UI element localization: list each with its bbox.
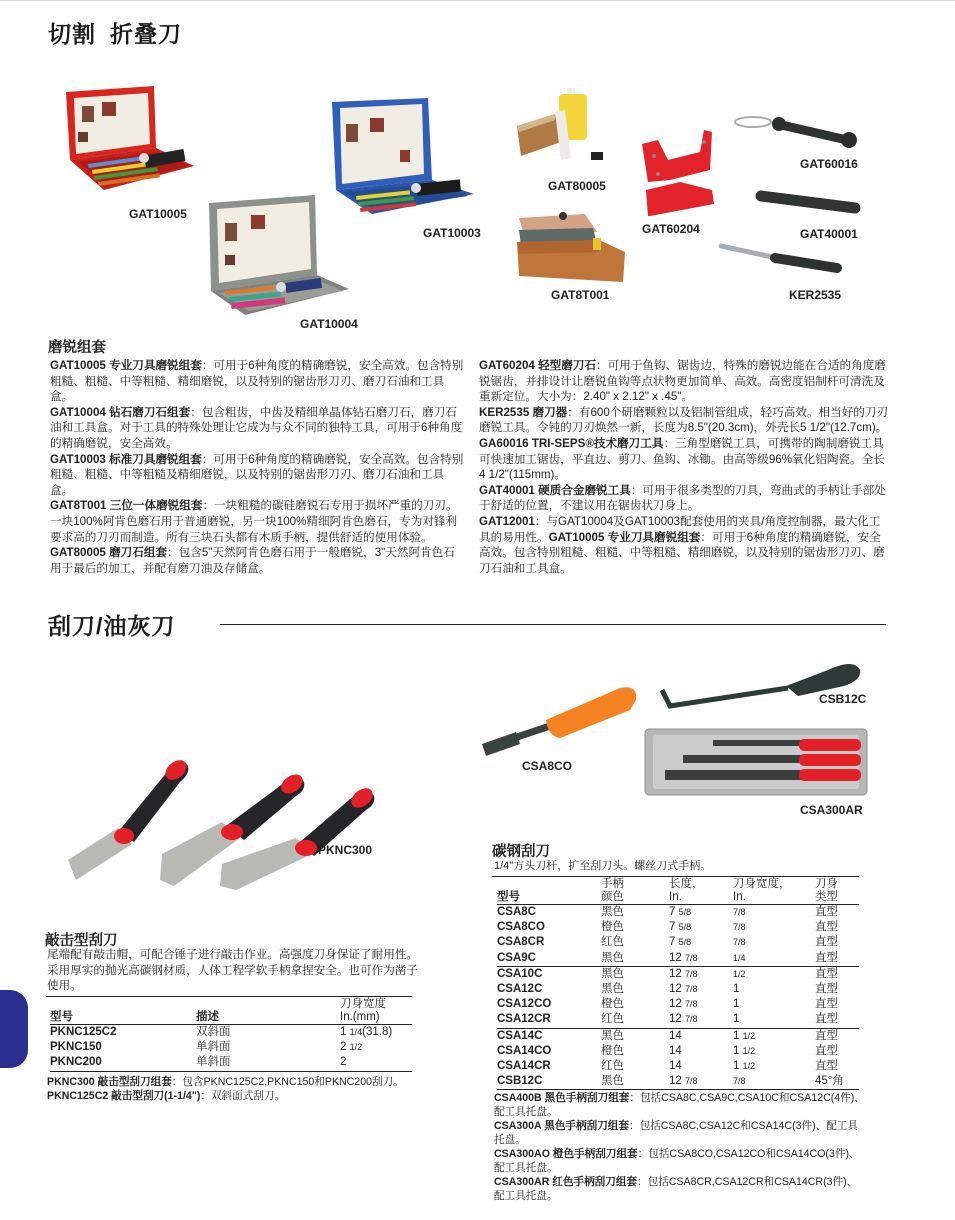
cell-width <box>733 1044 815 1059</box>
red-sharpening-case-image <box>64 86 196 210</box>
value-main: 1 <box>733 1013 740 1026</box>
cell-length <box>669 1028 733 1044</box>
table-row <box>497 997 859 1012</box>
value-main: 1 <box>733 998 740 1011</box>
caption-gat80005: GAT80005 <box>548 179 606 193</box>
cell-width <box>733 935 815 950</box>
entry-text: ：有600个研磨颗粒以及铝制管组成，轻巧高效。相当好的刀刃磨锐工具。令钝的刀刃焕然一新，长度为8.5"(20.3cm)，外壳长5 1/2"(12.7cm)。 <box>479 405 889 435</box>
carbon-scraper-table <box>497 878 859 1090</box>
entry-gat80005 <box>50 545 466 576</box>
cell-width <box>733 920 815 935</box>
caption-csa8co: CSA8CO <box>522 759 573 773</box>
cell-model: CSA14CO <box>497 1044 552 1057</box>
cell-type: 直型 <box>815 906 838 918</box>
value-main: 12 <box>669 998 682 1011</box>
caption-gat40001: GAT40001 <box>800 227 858 241</box>
table-row <box>497 1074 859 1090</box>
hammer-scraper-description: 尾端配有敲击帽，可配合锤子进行敲击作业。高强度刀身保证了耐用性。采用厚实的抛光高碳钢材质，人体工程学软手柄拿捏安全。也可作为凿子使用。 <box>47 948 419 993</box>
header-line: In. <box>669 891 682 903</box>
product-image-gat10003 <box>330 98 476 230</box>
entry-gat60204 <box>479 358 889 405</box>
value-main: 12 <box>669 983 682 996</box>
entry-gat40001 <box>479 483 889 514</box>
cell-length <box>669 920 733 935</box>
cell-color: 黑色 <box>601 1029 624 1042</box>
cell-model: PKNC200 <box>50 1056 102 1069</box>
note-text: ：包括CSA8C,CSA12C和CSA14C(3件)、配工具托盘。 <box>494 1120 858 1146</box>
cell-model: CSA8CO <box>497 921 545 934</box>
header-line: 刀身宽度 <box>340 998 386 1010</box>
cell-length <box>669 1059 733 1074</box>
note-text: ：双斜面式刮刀。 <box>200 1090 286 1102</box>
note-csa300a <box>494 1119 866 1147</box>
header-line: 长度， <box>669 878 704 890</box>
header-line: In.(mm) <box>340 1011 380 1023</box>
table-header-row <box>50 998 412 1025</box>
value-main: 7 <box>669 936 676 949</box>
note-text: ：包括CSA8CO,CSA12CO和CSA14CO(3件)、配工具托盘。 <box>494 1148 860 1174</box>
cell-color: 黑色 <box>601 906 624 918</box>
cell-desc: 双斜面 <box>196 1026 231 1038</box>
product-image-gat60204 <box>640 130 714 218</box>
cell-type: 直型 <box>815 1013 838 1026</box>
header-line: 类型 <box>815 891 838 903</box>
cell-length <box>669 935 733 950</box>
value-frac: 7/8 <box>685 1014 698 1025</box>
cell-color: 黑色 <box>601 951 624 964</box>
value-frac: 7/8 <box>685 984 698 995</box>
cell-length <box>669 1044 733 1059</box>
entry-ker2535 <box>479 405 889 436</box>
table-header-row <box>497 878 859 905</box>
note-model: CSA300AR 红色手柄刮刀组套 <box>494 1176 638 1188</box>
cell-model: CSA14C <box>497 1029 543 1042</box>
cell-type: 直型 <box>815 983 838 996</box>
value-main: 12 <box>669 951 682 964</box>
entry-model: GAT8T001 三位一体磨锐组套 <box>50 499 203 513</box>
cell-model: CSA12CR <box>497 1013 551 1026</box>
entry-gat10004 <box>50 405 466 452</box>
cell-type: 45°角 <box>815 1075 844 1088</box>
carbide-sharpener-image <box>755 188 863 216</box>
header-line: In. <box>733 891 746 903</box>
value-frac: 1/4 <box>349 1027 363 1037</box>
value-frac: 5/8 <box>678 907 692 917</box>
note-model: CSA300AO 橙色手柄刮刀组套 <box>494 1148 638 1160</box>
cell-type: 直型 <box>815 967 838 980</box>
chapter-side-tab <box>0 990 28 1068</box>
cell-color: 橙色 <box>601 1044 624 1057</box>
cell-type: 直型 <box>815 951 838 964</box>
table-row <box>50 1055 412 1071</box>
entry-text: ：可用于6种角度的精确磨锐，安全高效。包含特别粗糙、粗糙、中等粗糙、精细磨锐，以及特别的锯齿形刀刃、磨刀石油和工具盒。 <box>50 359 464 404</box>
sharpening-left-column <box>50 358 466 576</box>
entry-model: GAT10005 专业刀具磨锐组套 <box>50 359 202 372</box>
cell-color: 红色 <box>601 936 624 949</box>
heading-hammer-scraper: 敲击型刮刀 <box>45 933 118 949</box>
cell-type: 直型 <box>815 1060 838 1073</box>
product-image-csa8co <box>480 680 640 760</box>
table-row <box>497 1059 859 1074</box>
product-image-gat40001 <box>755 188 863 216</box>
caption-ker2535: KER2535 <box>789 288 842 302</box>
heading-sharpening-kits: 磨锐组套 <box>48 340 106 356</box>
table-row <box>497 1044 859 1059</box>
cell-color: 红色 <box>601 1013 624 1026</box>
cell-width <box>340 1055 412 1071</box>
entry-text: ：三角型磨锐工具，可携带的陶制磨锐工具可快速加工锯齿，平直边、剪刀、鱼钩、冰锄。由高等级96%氧化铝陶瓷。全长4 1/2"(115mm)。 <box>479 436 885 482</box>
value-frac: 1/2 <box>349 1042 363 1053</box>
value-frac: 7/8 <box>733 922 746 933</box>
cell-width <box>733 966 815 982</box>
cell-length <box>669 966 733 982</box>
entry-model: KER2535 磨刀器 <box>479 405 568 419</box>
cell-type: 直型 <box>815 1029 838 1042</box>
header-line: 颜色 <box>601 891 624 903</box>
value-mm: (31.8) <box>362 1026 393 1038</box>
caption-gat10004: GAT10004 <box>300 317 358 331</box>
entry-gat10005 <box>50 358 466 405</box>
value-main: 14 <box>669 1044 682 1057</box>
cell-model: CSA10C <box>497 967 543 980</box>
col-header-blade-type <box>815 878 859 905</box>
cell-color: 红色 <box>601 1060 624 1073</box>
cell-type: 直型 <box>815 998 838 1011</box>
value-frac: 1/2 <box>733 968 746 979</box>
cell-width <box>733 1074 815 1090</box>
product-image-pknc300 <box>60 740 390 890</box>
caption-gat8t001: GAT8T001 <box>551 288 610 302</box>
note-csa400b <box>494 1091 866 1119</box>
entry-gat12001 <box>479 514 889 576</box>
entry-text: ：包含5"天然阿肯色磨石用于一般磨锐，3"天然阿肯色石用于最后的加工，并配有磨刀油及存储盒。 <box>50 546 455 575</box>
cell-type: 直型 <box>815 936 838 949</box>
cell-width <box>340 1025 412 1041</box>
product-image-gat10005 <box>64 86 196 210</box>
value-frac: 1/2 <box>742 1061 756 1072</box>
entry-text: ：包含粗齿，中齿及精细单晶体钻石磨刀石，磨刀石油和工具盒。对于工具的特殊处理让它成为与众不同的独特工具，可用于6种角度的精确磨锐，安全高效。 <box>50 405 463 450</box>
caption-gat60204: GAT60204 <box>642 222 700 236</box>
value-main: 12 <box>669 1075 682 1088</box>
product-image-gat8t001 <box>515 212 625 284</box>
value-frac: 5/8 <box>678 922 692 933</box>
section-title-cutting <box>48 16 182 49</box>
table-top-rule <box>492 876 859 877</box>
table-row <box>497 951 859 967</box>
caption-gat10005: GAT10005 <box>129 207 187 221</box>
value-frac: 7/8 <box>733 907 746 917</box>
entry-model: GAT10005 专业刀具磨锐组套 <box>548 530 701 544</box>
cell-length <box>669 951 733 967</box>
cell-model: PKNC150 <box>50 1041 102 1054</box>
section-title-rule <box>220 624 886 625</box>
value-frac: 7/8 <box>685 968 698 979</box>
value-frac: 7/8 <box>685 999 698 1010</box>
entry-ga60016 <box>479 436 889 483</box>
cell-length <box>669 905 733 921</box>
table-row <box>497 920 859 935</box>
entry-model: GA60016 TRI-SEPS®技术磨刀工具 <box>479 436 664 450</box>
table-row <box>497 982 859 997</box>
table-row <box>50 1040 412 1055</box>
product-image-csb12c <box>658 656 867 716</box>
cell-model: CSA12C <box>497 983 543 996</box>
cell-length <box>669 997 733 1012</box>
entry-text: ：可用于很多类型的刀具，弯曲式的手柄让手部处于舒适的位置，不建议用在锯齿状刀身上。 <box>479 483 886 513</box>
cell-model: CSA8C <box>497 906 536 918</box>
entry-model: GAT10003 标准刀具磨锐组套 <box>50 452 202 466</box>
note-model: CSA400B 黑色手柄刮刀组套 <box>494 1092 630 1104</box>
cell-width <box>733 905 815 921</box>
header-line: 手柄 <box>601 878 624 890</box>
cell-desc: 单斜面 <box>196 1041 231 1054</box>
table-row <box>497 1028 859 1044</box>
header-line: 刀身宽度， <box>733 878 791 890</box>
cell-model: CSA14CR <box>497 1060 551 1073</box>
cell-width <box>733 1012 815 1028</box>
section-title-scrapers: 刮刀/油灰刀 <box>48 613 176 639</box>
cell-width <box>733 997 815 1012</box>
note-pknc125c2 <box>47 1089 419 1103</box>
value-main: 2 <box>340 1041 347 1054</box>
value-main: 1 <box>340 1026 347 1038</box>
cell-model: CSB12C <box>497 1075 543 1088</box>
arkansas-stone-set-image <box>515 88 605 168</box>
col-header-desc: 描述 <box>196 1011 219 1023</box>
angled-scraper-image <box>658 656 867 716</box>
note-csa300ar <box>494 1175 866 1203</box>
note-text: ：包含PKNC125C2,PKNC150和PKNC200刮刀。 <box>171 1076 404 1088</box>
value-frac: 7/8 <box>733 937 746 948</box>
sharpening-right-column <box>479 358 889 576</box>
note-text: ：包括CSA8CR,CSA12CR和CSA14CR(3件)、配工具托盘。 <box>494 1176 858 1202</box>
cell-model: CSA12CO <box>497 998 552 1011</box>
cell-color: 黑色 <box>601 967 624 980</box>
value-frac: 1/2 <box>742 1030 756 1041</box>
entry-model: GAT80005 磨刀石组套 <box>50 546 168 560</box>
header-line: 刀身 <box>815 878 838 890</box>
table-row <box>497 1012 859 1028</box>
carbon-scraper-table-body <box>497 905 859 1090</box>
table-row <box>497 966 859 982</box>
cell-model: CSA8CR <box>497 936 545 949</box>
red-handle-scraper-tray-image <box>643 727 869 799</box>
knife-sharpener-rod-image <box>717 240 865 276</box>
cell-width <box>340 1040 412 1055</box>
note-model: PKNC300 敲击型刮刀组套 <box>47 1076 172 1088</box>
note-pknc300 <box>47 1075 419 1089</box>
entry-text: ：可用于6种角度的精确磨锐，安全高效。包含特别粗糙、粗糙、中等粗糙及精细磨锐，以及特别的锯齿形刀刃、磨刀石油和工具盒。 <box>50 452 464 497</box>
hammer-scraper-table <box>50 998 412 1072</box>
entry-text: ：与GAT10004及GAT10003配套使用的夹具/角度控制器，最大化工具的易用性。 <box>479 514 881 544</box>
value-main: 1 <box>733 983 740 996</box>
entry-model: GAT60204 轻型磨刀石 <box>479 359 597 372</box>
entry-model: GAT10004 钻石磨刀石组套 <box>50 405 191 419</box>
entry-gat8t001 <box>50 498 466 545</box>
cell-color: 橙色 <box>601 998 624 1011</box>
cell-color: 黑色 <box>601 1075 624 1088</box>
value-main: 12 <box>669 1013 682 1026</box>
table-row <box>497 935 859 950</box>
page-top-rule <box>0 0 955 1</box>
value-frac: 7/8 <box>733 1076 746 1087</box>
cell-type: 直型 <box>815 921 838 934</box>
col-header-model: 型号 <box>497 891 520 903</box>
value-frac: 1/4 <box>733 952 746 963</box>
cell-length <box>669 1074 733 1090</box>
carbon-scraper-notes <box>494 1091 866 1203</box>
col-header-blade-width <box>340 998 412 1025</box>
caption-csa300ar: CSA300AR <box>800 803 863 817</box>
col-header-model: 型号 <box>50 1011 73 1023</box>
value-main: 12 <box>669 967 682 980</box>
entry-text: ：可用于6种角度的精确磨锐，安全高效。包含特别粗糙、粗糙、中等粗糙、精细磨锐，以及特别的锯齿形刀刃、磨刀石油和工具盒。 <box>479 530 885 575</box>
cell-length <box>669 982 733 997</box>
note-csa300ao <box>494 1147 866 1175</box>
cell-width <box>733 982 815 997</box>
cell-length <box>669 1012 733 1028</box>
cell-width <box>733 951 815 967</box>
table-row <box>50 1025 412 1041</box>
cell-desc: 单斜面 <box>196 1056 231 1069</box>
cell-color: 橙色 <box>601 921 624 934</box>
note-text: ：包括CSA8C,CSA9C,CSA10C和CSA12C(4件)、配工具托盘。 <box>494 1092 865 1118</box>
entry-gat10003 <box>50 452 466 499</box>
col-header-blade-width <box>733 878 815 905</box>
cell-model: PKNC125C2 <box>50 1026 117 1038</box>
caption-pknc300: PKNC300 <box>318 843 373 857</box>
col-header-length <box>669 878 733 905</box>
value-main: 1 <box>733 1060 740 1073</box>
hammer-scraper-set-image <box>60 740 390 890</box>
heading-carbon-scraper: 碳钢刮刀 <box>492 844 550 860</box>
caption-csb12c: CSB12C <box>819 692 867 706</box>
cell-model: CSA9C <box>497 951 536 964</box>
tri-hone-sharpener-image <box>515 212 625 284</box>
entry-model: GAT12001 <box>479 514 535 528</box>
value-main: 7 <box>669 921 676 934</box>
value-main: 1 <box>733 1029 740 1042</box>
carbon-scraper-description: 1/4"方头刀杆，扩至刮刀头。螺丝刀式手柄。 <box>494 860 712 872</box>
note-model: CSA300A 黑色手柄刮刀组套 <box>494 1120 629 1132</box>
value-main: 2 <box>340 1056 347 1069</box>
title-part-cutting: 切割 <box>48 21 96 47</box>
value-main: 1 <box>733 1044 740 1057</box>
product-image-csa300ar <box>643 727 869 799</box>
table-top-rule <box>46 996 412 997</box>
entry-text: ：一块粗糙的碳硅磨锐石专用于损坏严重的刀刃。一块100%阿肯色磨石用于普通磨锐，另一块100%精细阿肯色磨石，专为对锋利要求高的刀刃而制造。所有三块石头都有木质手柄，提供舒适的使用体验。 <box>50 499 458 544</box>
value-main: 7 <box>669 906 676 918</box>
triangle-ceramic-sharpener-image <box>733 114 863 150</box>
product-image-gat60016 <box>733 114 863 150</box>
value-frac: 7/8 <box>685 952 698 963</box>
cell-type: 直型 <box>815 1044 838 1057</box>
value-main: 14 <box>669 1029 682 1042</box>
caption-gat10003: GAT10003 <box>423 226 481 240</box>
entry-text: ：可用于鱼钩、锯齿边，特殊的磨锐边能在合适的角度磨锐锯齿，并排设计让磨锐鱼钩等点状物更加简单、高效。高密度铝制杆可清洗及重新定位。大小为：2.40" x 2.12" x .45"。 <box>479 359 886 404</box>
value-frac: 7/8 <box>685 1076 698 1087</box>
blue-standard-case-image <box>330 98 476 230</box>
product-image-gat80005 <box>515 88 605 168</box>
note-model: PKNC125C2 敲击型刮刀(1-1/4") <box>47 1090 201 1102</box>
table-row <box>497 905 859 921</box>
red-serration-sharpener-image <box>640 130 714 218</box>
caption-gat60016: GAT60016 <box>800 157 858 171</box>
value-main: 14 <box>669 1060 682 1073</box>
entry-model: GAT40001 硬质合金磨锐工具 <box>479 483 631 497</box>
product-image-ker2535 <box>717 240 865 276</box>
orange-handle-scraper-image <box>480 680 640 760</box>
value-frac: 5/8 <box>678 937 692 948</box>
cell-color: 黑色 <box>601 983 624 996</box>
col-header-handle-color <box>601 878 669 905</box>
title-part-folding-knife: 折叠刀 <box>110 21 182 47</box>
cell-width <box>733 1028 815 1044</box>
hammer-scraper-notes <box>47 1075 419 1103</box>
value-frac: 1/2 <box>742 1045 756 1056</box>
cell-width <box>733 1059 815 1074</box>
